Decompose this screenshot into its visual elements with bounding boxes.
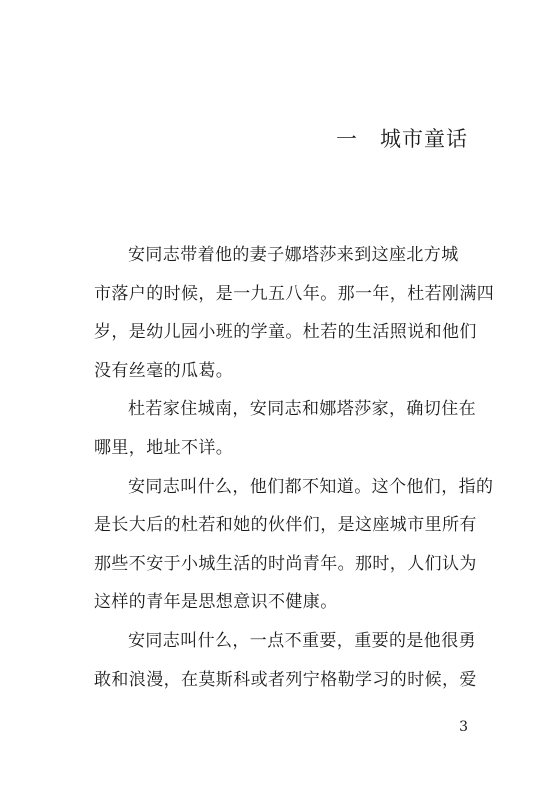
text-line: 敢和浪漫，在莫斯科或者列宁格勒学习的时候，爱	[94, 669, 477, 690]
text-line: 安同志带着他的妻子娜塔莎来到这座北方城	[128, 245, 459, 265]
text-line: 岁，是幼儿园小班的学童。杜若的生活照说和他们	[94, 322, 477, 343]
text-line: 没有丝毫的瓜葛。	[94, 360, 234, 381]
text-line: 杜若家住城南，安同志和娜塔莎家，确切住在	[128, 399, 476, 420]
text-line: 哪里，地址不详。	[94, 437, 234, 458]
text-line: 这样的青年是思想意识不健康。	[94, 592, 338, 613]
chapter-title: 城市童话	[380, 127, 468, 151]
text-line: 安同志叫什么，一点不重要，重要的是他很勇	[128, 630, 476, 651]
text-line: 市落户的时候，是一九五八年。那一年，杜若刚满四	[94, 283, 495, 304]
chapter-heading	[336, 123, 468, 153]
text-line: 是长大后的杜若和她的伙伴们，是这座城市里所有	[94, 515, 477, 536]
chapter-number: 一	[336, 127, 358, 151]
text-line: 安同志叫什么，他们都不知道。这个他们，指的	[128, 476, 494, 497]
page-number: 3	[459, 719, 468, 735]
text-line: 那些不安于小城生活的时尚青年。那时，人们认为	[94, 553, 477, 574]
body-text	[94, 236, 495, 699]
